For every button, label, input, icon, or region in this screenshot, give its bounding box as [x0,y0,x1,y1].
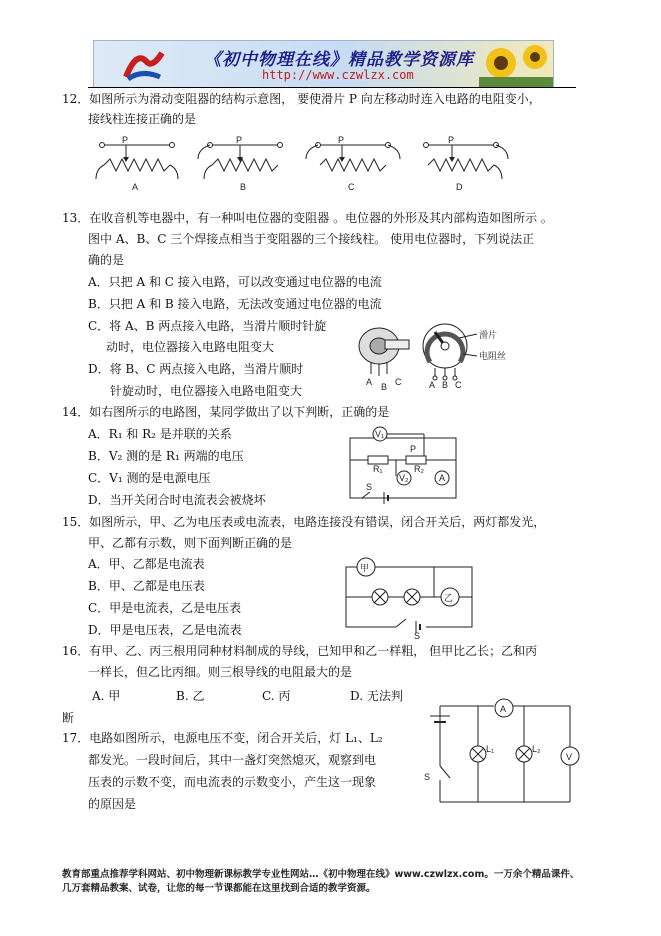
rheostat-figure-a [96,135,178,192]
q13-stem-line2: 图中 A、B、C 三个焊接点相当于变阻器的三个接线柱。 使用电位器时，下列说法正 [88,232,535,246]
q16-option-a: A. 甲 [92,689,121,703]
q17-s-label: S [424,772,431,782]
q17-l2-label: L₂ [532,744,541,754]
q14-option-a: A．R₁ 和 R₂ 是并联的关系 [88,427,232,441]
rheostat-figure-d [424,135,509,192]
header-rule [88,87,576,88]
q17-v-label: V [566,752,573,762]
q14-v2-label: V₂ [399,473,409,483]
q13-int-a: A [429,380,436,390]
q13-stem-line1: 13．在收音机等电器中，有一种叫电位器的变阻器 。电位器的外形及其内部构造如图所示 。 [62,211,553,225]
q15-option-d: D．甲是电压表，乙是电流表 [88,623,242,637]
q13-int-b: B [442,380,449,390]
q13-slider-label: 滑片 [479,330,498,340]
q12-p-label-b: P [236,135,243,145]
q14-p-label: P [410,444,417,454]
q14-v1-label: V₁ [375,429,385,439]
q13-potentiometer-figure [355,318,550,394]
q15-option-a: A．甲、乙都是电流表 [88,557,205,571]
q17-stem-line3: 压表的示数不变，而电流表的示数变小，产生这一现象 [88,775,377,789]
q12-label-c: C [348,182,355,192]
q13-option-d-line1: D．将 B、C 两点接入电路，当滑片顺时 [88,362,304,376]
q15-s-label: S [414,631,421,639]
q12-p-label-a: P [122,135,129,145]
q14-a-label: A [439,473,446,483]
q13-ext-a: A [366,377,373,387]
potentiometer-exterior [359,328,409,392]
q13-option-c-line2: 动时，电位器接入电路电阻变大 [106,340,275,354]
q15-option-b: B．甲、乙都是电压表 [88,579,205,593]
q14-r1-label: R₁ [373,464,383,474]
q17-stem-line2: 都发光。一段时间后，其中一盏灯突然熄灭，观察到电 [88,753,377,767]
q17-circuit-figure [420,696,588,808]
q16-option-d: D. 无法判 [350,689,403,703]
q15-circuit-figure [340,553,480,639]
q15-stem-line2: 甲、乙都有示数，则下面判断正确的是 [88,536,293,550]
footer-line1: 教育部重点推荐学科网站、初中物理新课标教学专业性网站…《初中物理在线》www.czwlzx.com。一万余个精品课件、 [62,869,580,880]
q14-circuit-figure [344,420,464,504]
q14-r2-label: R₂ [414,464,424,474]
q14-s-label: S [366,482,373,492]
q15-jia-label: 甲 [360,563,370,573]
site-logo [122,47,166,83]
q14-option-b: B．V₂ 测的是 R₁ 两端的电压 [88,449,244,463]
q13-option-c-line1: C．将 A、B 两点接入电路，当滑片顺时针旋 [88,319,327,333]
site-title: 《初中物理在线》精品教学资源库 [204,50,474,70]
q12-label-a: A [132,182,139,192]
q13-option-d-line2: 针旋动时，电位器接入电路电阻变大 [110,384,303,398]
q12-label-d: D [456,182,463,192]
sunflower-image [479,41,553,87]
q16-option-b: B. 乙 [176,689,205,703]
q13-option-a: A．只把 A 和 C 接入电路，可以改变通过电位器的电流 [88,275,382,289]
q17-stem-line1: 17．电路如图所示，电源电压不变，闭合开关后，灯 L₁、L₂ [62,731,383,745]
q12-rheostat-figures [92,135,512,195]
q13-stem-line3: 确的是 [88,253,125,267]
q15-yi-label: 乙 [444,593,454,603]
q13-option-b: B．只把 A 和 B 接入电路，无法改变通过电位器的电流 [88,297,382,311]
q17-stem-line4: 的原因是 [88,797,137,811]
rheostat-figure-c [306,135,400,192]
q17-l1-label: L₁ [486,744,495,754]
q15-option-c: C．甲是电流表，乙是电压表 [88,601,242,615]
q13-int-c: C [455,380,462,390]
q15-stem-line1: 15．如图所示，甲、乙为电压表或电流表，电路连接没有错误，闭合开关后，两灯都发光， [62,515,546,529]
q14-option-c: C．V₁ 测的是电源电压 [88,471,211,485]
q14-stem: 14．如右图所示的电路图，某同学做出了以下判断，正确的是 [62,405,390,419]
q14-option-d: D．当开关闭合时电流表会被烧坏 [88,493,266,507]
q12-p-label-c: P [338,135,345,145]
q13-wire-label: 电阻丝 [479,351,507,361]
q12-stem-line1: 12．如图所示为滑动变阻器的结构示意图， 要使滑片 P 向左移动时连入电路的电阻变小， [62,92,541,106]
q12-stem-line2: 接线柱连接正确的是 [88,112,197,126]
q16-option-d-cont: 断 [62,711,75,725]
q12-label-b: B [240,182,247,192]
footer-line2: 几万套精品教案、试卷，让您的每一节课都能在这里找到合适的教学资源。 [62,883,376,894]
rheostat-figure-b [198,135,283,192]
q12-p-label-d: P [448,135,455,145]
potentiometer-interior [423,324,506,390]
q17-a-label: A [500,704,507,714]
q16-stem-line2: 一样长，但乙比丙细。则三根导线的电阻最大的是 [88,665,353,679]
page-footer [62,868,622,896]
q16-option-c: C. 丙 [262,689,291,703]
q16-stem-line1: 16．有甲、乙、丙三根用同种材料制成的导线，已知甲和乙一样粗， 但甲比乙长；乙和丙 [62,644,538,658]
site-url[interactable]: http://www.czwlzx.com [262,68,414,82]
header-banner [93,40,554,88]
q13-ext-c: C [395,377,402,387]
q13-ext-b: B [381,382,388,392]
